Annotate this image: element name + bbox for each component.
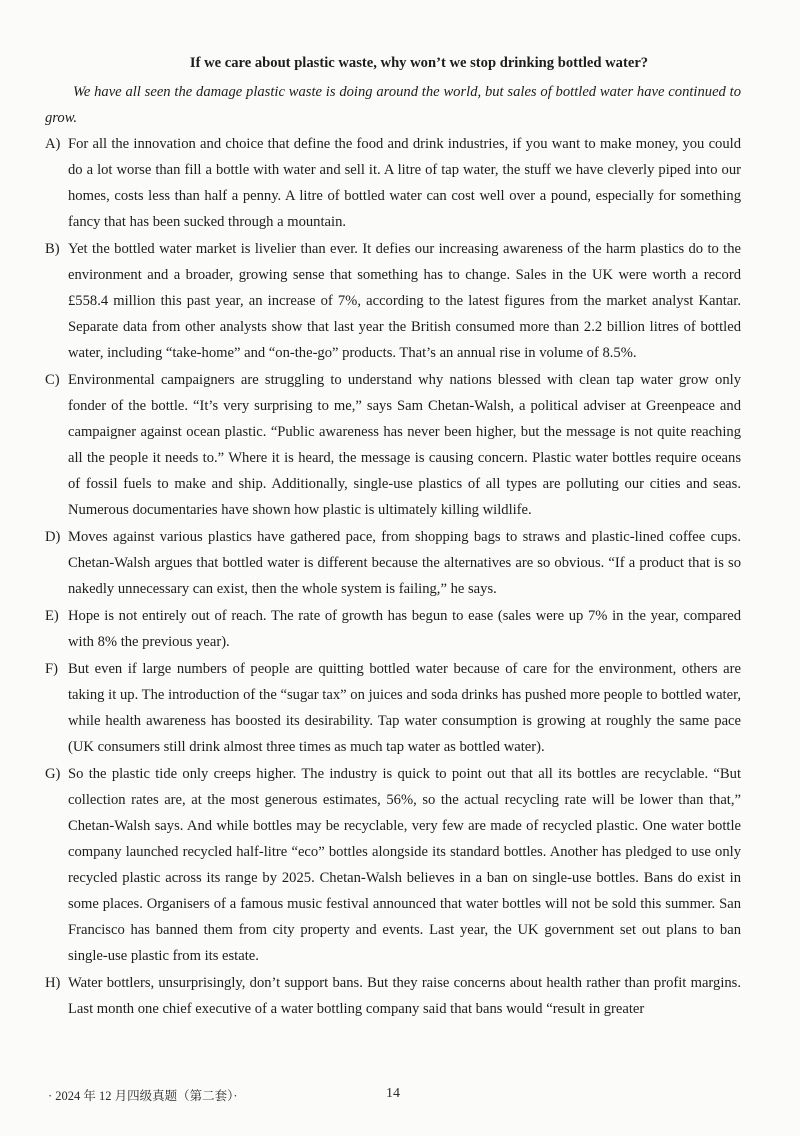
paragraph-letter: D) bbox=[45, 529, 61, 545]
paragraph-a bbox=[45, 131, 741, 235]
paragraph-letter: H) bbox=[45, 975, 61, 991]
page-number: 14 bbox=[386, 1086, 400, 1101]
paragraph-text: Environmental campaigners are struggling to understand why nations blessed with clean tap water grow only fonder of the bottle. “It’s very surprising to me,” says Sam Chetan-Walsh, a political adviser at Greenpeace and campaigner against ocean plastic. “Public awareness has never been higher, but the message is not quite reaching all the people it needs to.” Where it is heard, the message is causing concern. Plastic water bottles require oceans of fossil fuels to make and ship. Additionally, single-use plastics of all types are polluting our cities and seas. Numerous documentaries have shown how plastic is ultimately killing wildlife. bbox=[68, 372, 741, 518]
article-title: If we care about plastic waste, why won’t we stop drinking bottled water? bbox=[189, 55, 649, 71]
paragraph-text: Hope is not entirely out of reach. The rate of growth has begun to ease (sales were up 7% in the year, compared with 8% the previous year). bbox=[68, 608, 741, 650]
paragraph-h bbox=[45, 970, 741, 1022]
paragraph-g bbox=[45, 761, 741, 969]
paragraph-text: But even if large numbers of people are quitting bottled water because of care for the environment, others are taking it up. The introduction of the “sugar tax” on juices and soda drinks has pushed more people to bottled water, while health awareness has boosted its desirability. Tap water consumption is growing at roughly the same pace (UK consumers still drink almost three times as much tap water as bottled water). bbox=[68, 661, 741, 755]
paragraph-b bbox=[45, 236, 741, 366]
paragraph-letter: F) bbox=[45, 661, 58, 677]
paragraph-f bbox=[45, 656, 741, 760]
article-subtitle: We have all seen the damage plastic waste is doing around the world, but sales of bottled water have continued to grow. bbox=[45, 84, 741, 126]
paragraph-letter: B) bbox=[45, 241, 60, 257]
paragraph-text: Moves against various plastics have gathered pace, from shopping bags to straws and plastic-lined coffee cups. Chetan-Walsh argues that bottled water is different because the alternatives are so obvious. “If a product that is so nakedly unnecessary can exist, then the whole system is failing,” he says. bbox=[68, 529, 741, 597]
paragraph-letter: A) bbox=[45, 136, 61, 152]
paragraph-letter: E) bbox=[45, 608, 59, 624]
paragraph-e bbox=[45, 603, 741, 655]
paragraph-c bbox=[45, 367, 741, 523]
paragraph-letter: G) bbox=[45, 766, 61, 782]
paragraph-text: Yet the bottled water market is livelier than ever. It defies our increasing awareness of the harm plastics do to the environment and a broader, growing sense that something has to change. Sales in the UK were worth a record £558.4 million this past year, an increase of 7%, according to the latest figures from the market analyst Kantar. Separate data from other analysts show that last year the British consumed more than 2.2 billion litres of bottled water, including “take-home” and “on-the-go” products. That’s an annual rise in volume of 8.5%. bbox=[68, 241, 741, 361]
paragraph-d bbox=[45, 524, 741, 602]
exam-label: · 2024 年 12 月四级真题（第二套）· bbox=[48, 1089, 238, 1103]
paragraph-text: For all the innovation and choice that define the food and drink industries, if you want to make money, you could do a lot worse than fill a bottle with water and sell it. A litre of tap water, the stuff we have cleverly piped into our homes, costs less than half a penny. A litre of bottled water can cost well over a pound, especially for something fancy that has been sucked through a mountain. bbox=[68, 136, 741, 230]
paragraph-text: Water bottlers, unsurprisingly, don’t support bans. But they raise concerns about health rather than profit margins. Last month one chief executive of a water bottling company said that bans would “result in greater bbox=[68, 975, 741, 1017]
document-page bbox=[45, 52, 741, 1023]
paragraph-letter: C) bbox=[45, 372, 60, 388]
paragraph-text: So the plastic tide only creeps higher. The industry is quick to point out that all its bottles are recyclable. “But collection rates are, at the most generous estimates, 56%, so the actual recycling rate will be lower than that,” Chetan-Walsh says. And while bottles may be recyclable, very few are made of recycled plastic. One water bottle company launched recycled half-litre “eco” bottles alongside its standard bottles. Another has pledged to use only recycled plastic across its range by 2025. Chetan-Walsh believes in a ban on single-use bottles. Bans do exist in some places. Organisers of a famous music festival announced that water bottles will not be sold this summer. San Francisco has banned them from city property and events. Last year, the UK government set out plans to ban single-use plastic from its estate. bbox=[68, 766, 741, 964]
